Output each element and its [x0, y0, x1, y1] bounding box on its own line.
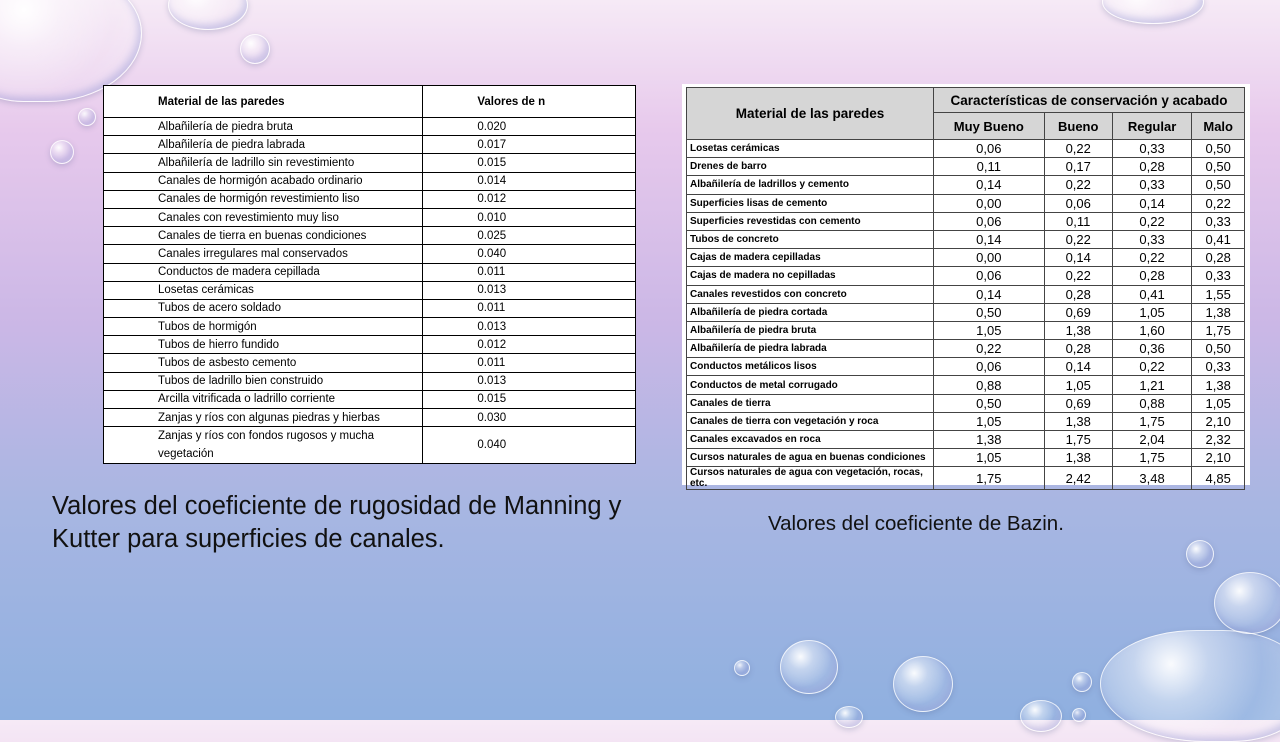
malo-cell: 2,10 [1192, 412, 1245, 430]
malo-cell: 1,55 [1192, 285, 1245, 303]
material-cell: Drenes de barro [687, 158, 934, 176]
bueno-cell: 0,11 [1044, 212, 1112, 230]
droplet-decoration [1186, 540, 1214, 568]
material-cell: Zanjas y ríos con fondos rugosos y mucha vegetación [104, 427, 423, 464]
muy-bueno-cell: 1,05 [934, 412, 1045, 430]
bueno-cell: 0,14 [1044, 249, 1112, 267]
table-row [687, 358, 1245, 376]
table-row [104, 208, 636, 226]
n-value-cell: 0.012 [423, 336, 636, 354]
regular-cell: 0,14 [1112, 194, 1192, 212]
table-row [687, 340, 1245, 358]
malo-cell: 1,05 [1192, 394, 1245, 412]
droplet-decoration [240, 34, 270, 64]
table-row [687, 267, 1245, 285]
bazin-table-image [682, 84, 1250, 490]
material-cell: Canales irregulares mal conservados [104, 245, 423, 263]
n-value-cell: 0.020 [423, 118, 636, 136]
table-row [687, 194, 1245, 212]
regular-cell: 0,22 [1112, 212, 1192, 230]
regular-cell: 2,04 [1112, 431, 1192, 449]
material-cell: Zanjas y ríos con algunas piedras y hierbas [104, 409, 423, 427]
material-cell: Cursos naturales de agua con vegetación, rocas, etc. [687, 467, 934, 490]
table-header-row [687, 88, 1245, 113]
regular-cell: 0,33 [1112, 176, 1192, 194]
n-value-cell: 0.015 [423, 154, 636, 172]
manning-caption: Valores del coeficiente de rugosidad de Manning y Kutter para superficies de canales. [52, 492, 622, 553]
table-row [104, 172, 636, 190]
table-row [104, 154, 636, 172]
material-cell: Cajas de madera cepilladas [687, 249, 934, 267]
bueno-cell: 1,38 [1044, 321, 1112, 339]
malo-cell: 0,33 [1192, 267, 1245, 285]
table-row [104, 336, 636, 354]
table-row [104, 190, 636, 208]
material-cell: Superficies revestidas con cemento [687, 212, 934, 230]
muy-bueno-cell: 0,11 [934, 158, 1045, 176]
muy-bueno-cell: 0,50 [934, 394, 1045, 412]
table-row [104, 227, 636, 245]
n-value-cell: 0.025 [423, 227, 636, 245]
material-cell: Superficies lisas de cemento [687, 194, 934, 212]
table-row [104, 263, 636, 281]
muy-bueno-cell: 0,14 [934, 285, 1045, 303]
malo-cell: 0,41 [1192, 230, 1245, 248]
table-row [104, 281, 636, 299]
bueno-cell: 0,22 [1044, 140, 1112, 158]
n-value-cell: 0.040 [423, 245, 636, 263]
material-cell: Cajas de madera no cepilladas [687, 267, 934, 285]
droplet-decoration [734, 660, 750, 676]
table-row [687, 431, 1245, 449]
material-cell: Albañilería de piedra bruta [687, 321, 934, 339]
malo-cell: 1,38 [1192, 376, 1245, 394]
muy-bueno-cell: 0,14 [934, 230, 1045, 248]
material-cell: Conductos metálicos lisos [687, 358, 934, 376]
malo-cell: 1,75 [1192, 321, 1245, 339]
material-cell: Canales de tierra con vegetación y roca [687, 412, 934, 430]
table-row [104, 427, 636, 464]
muy-bueno-cell: 0,50 [934, 303, 1045, 321]
material-cell: Losetas cerámicas [104, 281, 423, 299]
material-cell: Albañilería de piedra labrada [687, 340, 934, 358]
bueno-cell: 0,28 [1044, 285, 1112, 303]
bueno-cell: 0,14 [1044, 358, 1112, 376]
regular-cell: 0,88 [1112, 394, 1192, 412]
malo-cell: 0,50 [1192, 140, 1245, 158]
regular-cell: 1,21 [1112, 376, 1192, 394]
malo-cell: 0,22 [1192, 194, 1245, 212]
column-header-n-value: Valores de n [423, 86, 636, 118]
n-value-cell: 0.014 [423, 172, 636, 190]
regular-cell: 0,41 [1112, 285, 1192, 303]
bueno-cell: 1,05 [1044, 376, 1112, 394]
material-cell: Conductos de metal corrugado [687, 376, 934, 394]
malo-cell: 0,50 [1192, 158, 1245, 176]
droplet-decoration [1100, 630, 1280, 742]
column-header-regular: Regular [1112, 113, 1192, 140]
regular-cell: 0,28 [1112, 158, 1192, 176]
material-cell: Arcilla vitrificada o ladrillo corriente [104, 390, 423, 408]
malo-cell: 2,32 [1192, 431, 1245, 449]
regular-cell: 0,33 [1112, 230, 1192, 248]
regular-cell: 0,22 [1112, 249, 1192, 267]
table-row [104, 318, 636, 336]
material-cell: Canales de hormigón acabado ordinario [104, 172, 423, 190]
droplet-decoration [1214, 572, 1280, 634]
bueno-cell: 0,28 [1044, 340, 1112, 358]
n-value-cell: 0.013 [423, 281, 636, 299]
bueno-cell: 0,22 [1044, 267, 1112, 285]
malo-cell: 0,33 [1192, 358, 1245, 376]
material-cell: Tubos de acero soldado [104, 299, 423, 317]
bueno-cell: 2,42 [1044, 467, 1112, 490]
material-cell: Tubos de concreto [687, 230, 934, 248]
table-row [104, 372, 636, 390]
column-header-malo: Malo [1192, 113, 1245, 140]
table-row [104, 245, 636, 263]
muy-bueno-cell: 0,06 [934, 358, 1045, 376]
table-row [687, 140, 1245, 158]
n-value-cell: 0.013 [423, 318, 636, 336]
bueno-cell: 0,69 [1044, 394, 1112, 412]
material-cell: Tubos de ladrillo bien construido [104, 372, 423, 390]
material-cell: Canales de tierra en buenas condiciones [104, 227, 423, 245]
table-row [687, 303, 1245, 321]
material-cell: Cursos naturales de agua en buenas condiciones [687, 449, 934, 467]
regular-cell: 1,75 [1112, 412, 1192, 430]
table-row [687, 376, 1245, 394]
malo-cell: 0,33 [1192, 212, 1245, 230]
bueno-cell: 1,38 [1044, 412, 1112, 430]
malo-cell: 1,38 [1192, 303, 1245, 321]
droplet-decoration [835, 706, 863, 728]
droplet-decoration [1102, 0, 1204, 24]
table-row [687, 212, 1245, 230]
n-value-cell: 0.030 [423, 409, 636, 427]
muy-bueno-cell: 1,38 [934, 431, 1045, 449]
table-row [687, 285, 1245, 303]
regular-cell: 1,60 [1112, 321, 1192, 339]
n-value-cell: 0.040 [423, 427, 636, 464]
muy-bueno-cell: 0,00 [934, 194, 1045, 212]
muy-bueno-cell: 0,22 [934, 340, 1045, 358]
table-row [687, 230, 1245, 248]
muy-bueno-cell: 0,06 [934, 212, 1045, 230]
muy-bueno-cell: 0,06 [934, 140, 1045, 158]
material-cell: Albañilería de ladrillo sin revestimiento [104, 154, 423, 172]
muy-bueno-cell: 1,75 [934, 467, 1045, 490]
column-header-bueno: Bueno [1044, 113, 1112, 140]
droplet-decoration [78, 108, 96, 126]
droplet-decoration [780, 640, 838, 694]
regular-cell: 1,75 [1112, 449, 1192, 467]
regular-cell: 3,48 [1112, 467, 1192, 490]
column-header-material: Material de las paredes [104, 86, 423, 118]
table-row [687, 467, 1245, 490]
malo-cell: 0,50 [1192, 340, 1245, 358]
bueno-cell: 0,06 [1044, 194, 1112, 212]
n-value-cell: 0.015 [423, 390, 636, 408]
n-value-cell: 0.011 [423, 263, 636, 281]
bueno-cell: 0,22 [1044, 176, 1112, 194]
manning-coefficient-table [103, 85, 636, 464]
muy-bueno-cell: 0,00 [934, 249, 1045, 267]
table-row [104, 136, 636, 154]
table-row [687, 321, 1245, 339]
table-row [687, 412, 1245, 430]
material-cell: Tubos de hormigón [104, 318, 423, 336]
material-cell: Tubos de hierro fundido [104, 336, 423, 354]
malo-cell: 0,28 [1192, 249, 1245, 267]
muy-bueno-cell: 1,05 [934, 321, 1045, 339]
n-value-cell: 0.010 [423, 208, 636, 226]
bueno-cell: 0,22 [1044, 230, 1112, 248]
n-value-cell: 0.011 [423, 299, 636, 317]
manning-table-body [104, 118, 636, 464]
material-cell: Tubos de asbesto cemento [104, 354, 423, 372]
material-cell: Losetas cerámicas [687, 140, 934, 158]
muy-bueno-cell: 0,06 [934, 267, 1045, 285]
regular-cell: 0,33 [1112, 140, 1192, 158]
regular-cell: 0,36 [1112, 340, 1192, 358]
material-cell: Albañilería de piedra labrada [104, 136, 423, 154]
material-cell: Conductos de madera cepillada [104, 263, 423, 281]
bueno-cell: 1,38 [1044, 449, 1112, 467]
table-header-row [104, 86, 636, 118]
malo-cell: 0,50 [1192, 176, 1245, 194]
droplet-decoration [1020, 700, 1062, 732]
material-cell: Canales de tierra [687, 394, 934, 412]
table-row [104, 299, 636, 317]
muy-bueno-cell: 1,05 [934, 449, 1045, 467]
droplet-decoration [893, 656, 953, 712]
material-cell: Canales excavados en roca [687, 431, 934, 449]
muy-bueno-cell: 0,88 [934, 376, 1045, 394]
bazin-table-body [687, 140, 1245, 490]
bueno-cell: 1,75 [1044, 431, 1112, 449]
material-cell: Albañilería de piedra bruta [104, 118, 423, 136]
n-value-cell: 0.017 [423, 136, 636, 154]
table-row [687, 176, 1245, 194]
n-value-cell: 0.011 [423, 354, 636, 372]
material-cell: Albañilería de ladrillos y cemento [687, 176, 934, 194]
material-cell: Canales con revestimiento muy liso [104, 208, 423, 226]
table-row [687, 249, 1245, 267]
bazin-coefficient-table [686, 87, 1245, 490]
regular-cell: 1,05 [1112, 303, 1192, 321]
droplet-decoration [50, 140, 74, 164]
droplet-decoration [1072, 672, 1092, 692]
regular-cell: 0,28 [1112, 267, 1192, 285]
bueno-cell: 0,17 [1044, 158, 1112, 176]
material-cell: Canales revestidos con concreto [687, 285, 934, 303]
material-cell: Albañilería de piedra cortada [687, 303, 934, 321]
table-row [687, 449, 1245, 467]
bazin-caption: Valores del coeficiente de Bazin. [768, 512, 1064, 535]
malo-cell: 2,10 [1192, 449, 1245, 467]
table-row [687, 158, 1245, 176]
malo-cell: 4,85 [1192, 467, 1245, 490]
n-value-cell: 0.013 [423, 372, 636, 390]
droplet-decoration [168, 0, 248, 30]
muy-bueno-cell: 0,14 [934, 176, 1045, 194]
bueno-cell: 0,69 [1044, 303, 1112, 321]
table-row [104, 354, 636, 372]
table-row [687, 394, 1245, 412]
table-row [104, 409, 636, 427]
table-row [104, 118, 636, 136]
table-row [104, 390, 636, 408]
column-header-group: Características de conservación y acabado [934, 88, 1245, 113]
column-header-material: Material de las paredes [687, 88, 934, 140]
material-cell: Canales de hormigón revestimiento liso [104, 190, 423, 208]
n-value-cell: 0.012 [423, 190, 636, 208]
regular-cell: 0,22 [1112, 358, 1192, 376]
column-header-muy-bueno: Muy Bueno [934, 113, 1045, 140]
